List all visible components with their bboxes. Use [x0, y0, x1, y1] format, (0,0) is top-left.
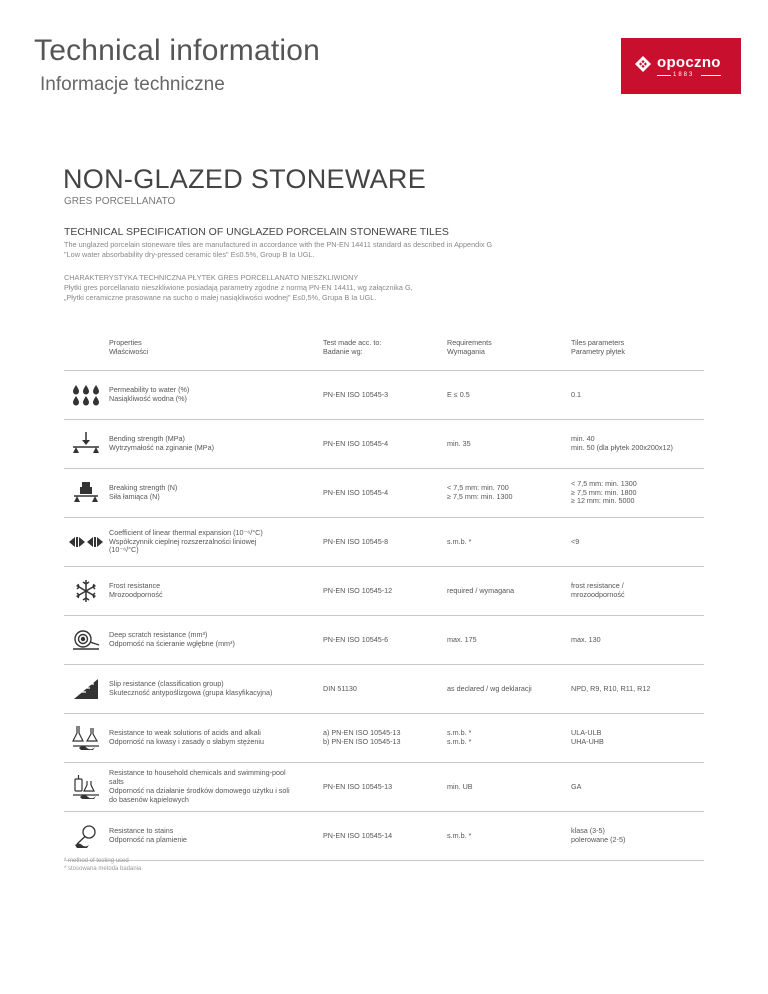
test-standard-cell: PN-EN ISO 10545-3 [323, 389, 389, 399]
table-row [64, 616, 704, 665]
parameter-cell: GA [571, 781, 582, 791]
parameter-cell: min. 40 min. 50 (dla płytek 200x200x12) [571, 434, 673, 452]
icon-cell [64, 812, 108, 860]
property-cell: Coefficient of linear thermal expansion (10⁻⁶/°C) Współczynnik cieplnej rozszerzalności liniowej (10⁻⁶/°C) [109, 527, 263, 555]
logo-mark-icon [635, 56, 651, 72]
test-standard-cell: a) PN-EN ISO 10545-13 b) PN-EN ISO 10545-13 [323, 728, 401, 746]
requirement-cell: E ≤ 0.5 [447, 389, 470, 399]
property-cell: Resistance to household chemicals and swimming-pool salts Odporność na działanie środków domowego użytku i soli do basenów kąpielowych [109, 768, 290, 804]
requirement-cell: s.m.b. * [447, 536, 472, 546]
property-cell: Frost resistance Mrozoodporność [109, 581, 163, 599]
table-row [64, 518, 704, 567]
parameter-cell: frost resistance / mrozoodporność [571, 581, 625, 599]
property-cell: Resistance to stains Odporność na plamienie [109, 826, 187, 844]
icon-cell [64, 371, 108, 419]
requirement-cell: max. 175 [447, 634, 477, 644]
icon-cell [64, 616, 108, 664]
header-test: Test made acc. to: Badanie wg: [323, 337, 382, 356]
test-standard-cell: PN-EN ISO 10545-6 [323, 634, 389, 644]
section-title: NON-GLAZED STONEWARE [63, 164, 427, 194]
test-standard-cell: PN-EN ISO 10545-13 [323, 781, 393, 791]
thermal-expansion-icon [69, 535, 103, 549]
requirement-cell: < 7,5 mm: min. 700 ≥ 7,5 mm: min. 1300 [447, 483, 513, 501]
table-row [64, 763, 704, 812]
parameter-cell: <9 [571, 536, 580, 546]
table-row [64, 812, 704, 861]
property-cell: Breaking strength (N) Siła łamiąca (N) [109, 483, 178, 501]
parameter-cell: klasa (3-5) polerowane (2-5) [571, 826, 626, 844]
requirement-cell: min. 35 [447, 438, 471, 448]
parameter-cell: < 7,5 mm: min. 1300 ≥ 7,5 mm: min. 1800 ≥ 12 mm: min. 5000 [571, 478, 637, 506]
parameter-cell: NPD, R9, R10, R11, R12 [571, 683, 651, 693]
property-cell: Deep scratch resistance (mm³) Odporność na ścieranie wgłębne (mm³) [109, 630, 235, 648]
requirement-cell: s.m.b. * s.m.b. * [447, 728, 472, 746]
requirement-cell: required / wymagana [447, 585, 515, 595]
parameter-cell: ULA-ULB UHA-UHB [571, 728, 604, 746]
logo-year: 1883 [673, 72, 695, 78]
test-standard-cell: DIN 51130 [323, 683, 357, 693]
table-row [64, 371, 704, 420]
header-properties: Properties Właściwości [109, 337, 149, 356]
icon-cell [64, 420, 108, 468]
spec-title: TECHNICAL SPECIFICATION OF UNGLAZED PORCELAIN STONEWARE TILES [64, 226, 449, 238]
table-row [64, 420, 704, 469]
section-subtitle: GRES PORCELLANATO [64, 196, 176, 207]
icon-cell [64, 665, 108, 713]
header-requirements: Requirements Wymagania [447, 337, 492, 356]
page-subtitle: Informacje techniczne [40, 74, 225, 95]
stain-icon [71, 823, 101, 849]
acid-icon [71, 724, 101, 752]
requirement-cell: as declared / wg deklaracji [447, 683, 532, 693]
header-parameters: Tiles parameters Parametry płytek [571, 337, 625, 356]
bending-icon [71, 431, 101, 457]
footnote: * method of testing used * stosowana metoda badania [64, 858, 142, 872]
weight-icon [71, 480, 101, 506]
abrasion-icon [72, 629, 100, 651]
test-standard-cell: PN-EN ISO 10545-8 [323, 536, 389, 546]
table-header-row [64, 325, 704, 371]
logo-name: opoczno [657, 54, 721, 71]
spec-table [64, 325, 704, 861]
test-standard-cell: PN-EN ISO 10545-4 [323, 487, 389, 497]
slope-icon [72, 677, 100, 701]
page-title: Technical information [34, 34, 321, 67]
chemicals-icon [71, 773, 101, 801]
table-row [64, 469, 704, 518]
test-standard-cell: PN-EN ISO 10545-12 [323, 585, 393, 595]
table-row [64, 665, 704, 714]
water-drops-icon [71, 384, 101, 406]
table-row [64, 714, 704, 763]
icon-cell [64, 714, 108, 762]
requirement-cell: min. UB [447, 781, 473, 791]
test-standard-cell: PN-EN ISO 10545-14 [323, 830, 393, 840]
property-cell: Slip resistance (classification group) Skuteczność antypoślizgowa (grupa klasyfikacyjna) [109, 679, 273, 697]
icon-cell [64, 518, 108, 566]
property-cell: Permeability to water (%) Nasiąkliwość wodna (%) [109, 385, 190, 403]
requirement-cell: s.m.b. * [447, 830, 472, 840]
property-cell: Bending strength (MPa) Wytrzymałość na zginanie (MPa) [109, 434, 214, 452]
parameter-cell: max. 130 [571, 634, 601, 644]
parameter-cell: 0.1 [571, 389, 581, 399]
snowflake-icon [74, 579, 98, 603]
icon-cell [64, 469, 108, 517]
property-cell: Resistance to weak solutions of acids and alkali Odporność na kwasy i zasady o słabym stężeniu [109, 728, 265, 746]
brand-logo [621, 38, 741, 94]
intro-paragraph-en: The unglazed porcelain stoneware tiles are manufactured in accordance with the PN-EN 14411 standard as described in Appendix G "Low water absorbability dry-pressed ceramic tiles" E≤0.5%, Group B Ia UGL. [64, 240, 493, 259]
intro-paragraph-pl: CHARAKTERYSTYKA TECHNICZNA PŁYTEK GRES PORCELLANATO NIESZKLIWIONY Płytki gres porcellanato nieszkliwione posiadają parametry zgodne z normą PN-EN 14411, wg załącznika G, „Płytki ceramiczne prasowane na sucho o małej nasiąkliwości wodnej" E≤0,5%, Grupa B Ia UGL. [64, 273, 413, 302]
icon-cell [64, 567, 108, 615]
test-standard-cell: PN-EN ISO 10545-4 [323, 438, 389, 448]
table-row [64, 567, 704, 616]
icon-cell [64, 763, 108, 811]
